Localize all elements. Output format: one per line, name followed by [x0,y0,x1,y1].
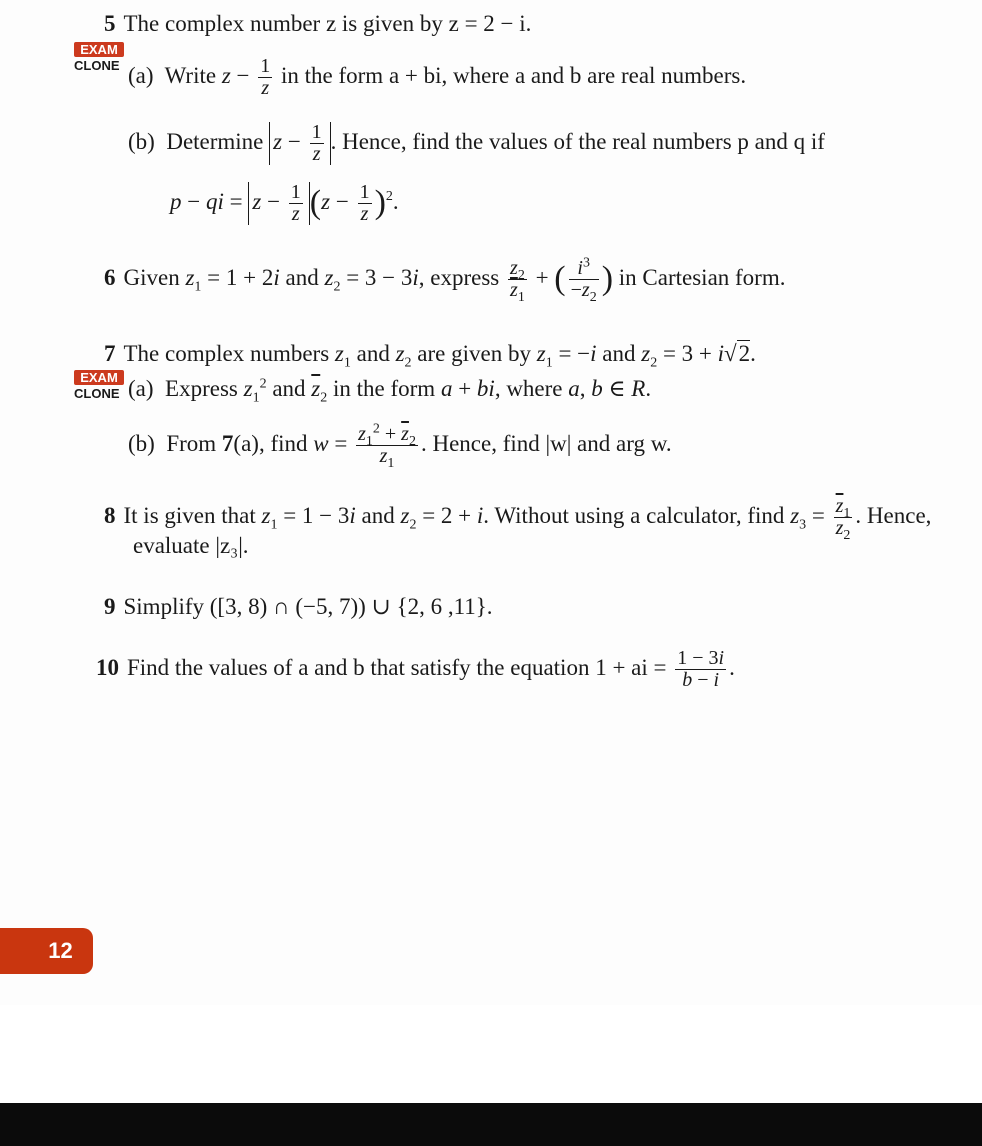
question-8-line-2: evaluate |z₃|. [133,533,249,558]
page-number: 12 [0,928,93,974]
question-6: 6 Given $z_1 = 1 + 2i$ and $z_2 = 3 - 3i$, express $\frac{z_2}{\overline{z}_1}$ + ( $\frac{i^3}{-z_2}$ ) in Cartesian form. [104,255,786,305]
question-9: 9 Simplify ([3, 8) ∩ (−5, 7)) ∪ {2, 6 ,11}. [104,594,493,619]
question-8: 8 It is given that $z_1 = 1 - 3i$ and $z_2 = 2 + i$. Without using a calculator, find $z_3$ = $\frac{\overline{z}_1}{z_2}$ . Hence, [104,495,932,543]
exam-clone-badge: EXAM CLONE [74,42,124,72]
question-5b: (b) Determine z − $\frac{1}{z}$ . Hence, find the values of the real numbers p and q if [128,121,825,165]
bottom-black-bar [0,1103,982,1146]
question-10: 10 Find the values of a and b that satisfy the equation 1 + ai = $\frac{1 - 3i}{b - i}$ . [96,647,735,691]
exam-clone-badge: EXAM CLONE [74,370,124,400]
question-7b: (b) From 7(a), find w = $\frac{z_1^2 + \overline{z}_2}{z_1}$ . Hence, find |w| and arg w. [128,421,672,471]
question-7a: (a) Express $z_1^2$ and $\overline{z}_2$ in the form a + bi, where a, b ∈ R. [128,376,652,406]
question-7-stem: 7 The complex numbers $z_1$ and $z_2$ are given by $z_1 = -i$ and $z_2 = 3 + i√2$. [104,341,756,371]
question-5b-equation: p − qi = z − $\frac{1}{z}$ (z − $\frac{1}{z}$ )$^2$. [170,181,399,225]
question-5-stem: 5 The complex number z is given by z = 2 − i. [104,11,532,36]
question-5a: (a) Write z − $\frac{1}{z}$ in the form a + bi, where a and b are real numbers. [128,55,747,99]
